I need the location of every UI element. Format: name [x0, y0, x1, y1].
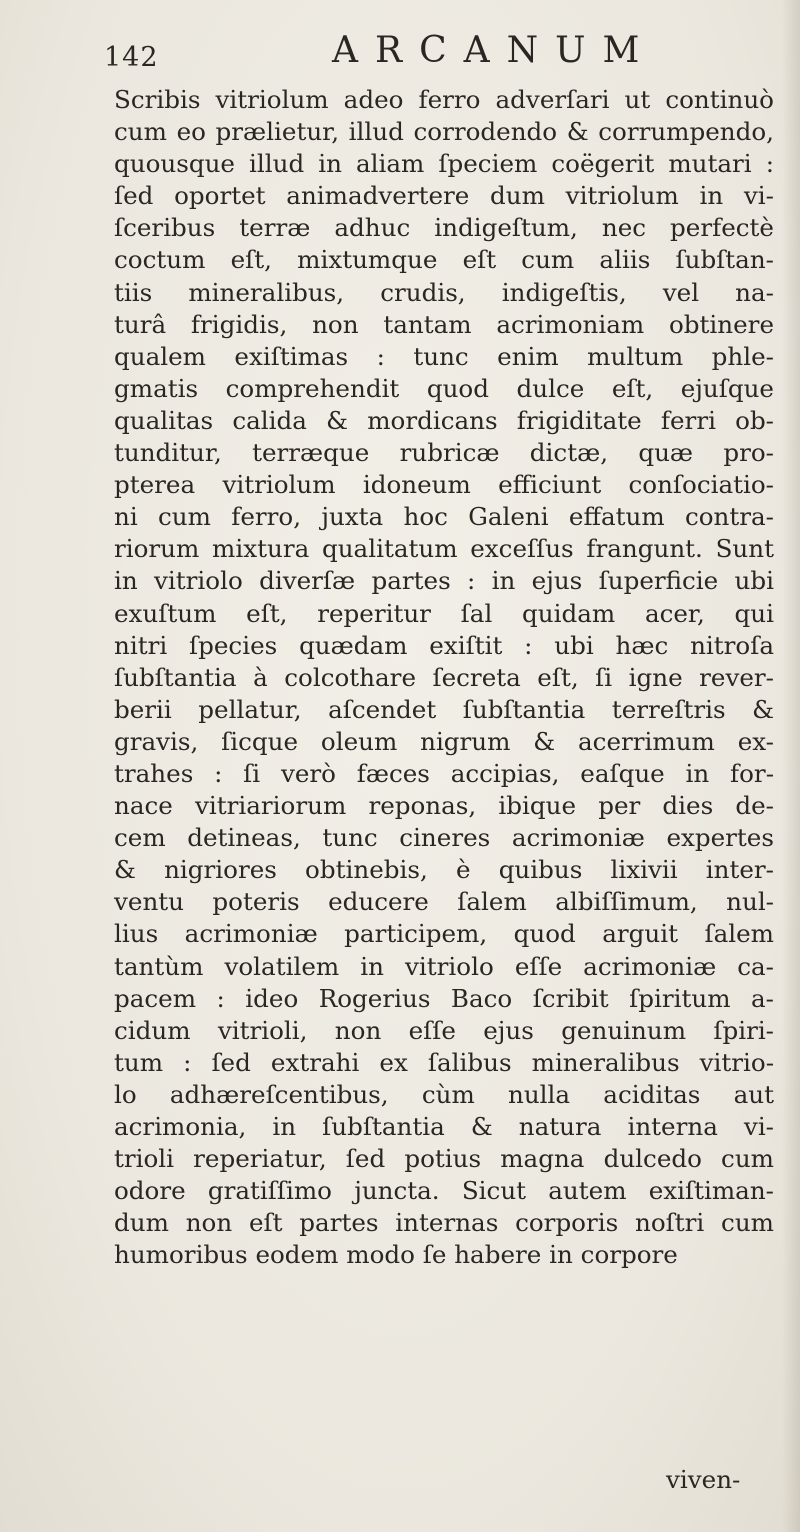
- text-line: lius acrimoniæ participem, quod arguit ſalem: [114, 919, 774, 949]
- text-line: berii pellatur, aſcendet ſubſtantia terreſtris &: [114, 694, 774, 724]
- text-line: Scribis vitriolum adeo ferro adverſari ut continuò: [114, 85, 774, 114]
- text-line: tunditur, terræque rubricæ dictæ, quæ pro-: [114, 438, 774, 468]
- text-line: qualem exiſtimas : tunc enim multum phle-: [114, 341, 774, 371]
- text-line: tum : ſed extrahi ex ſalibus mineralibus vitrio-: [114, 1047, 774, 1077]
- text-line: cem detineas, tunc cineres acrimoniæ expertes: [114, 823, 774, 853]
- text-line: cum eo prælietur, illud corrodendo & corrumpendo,: [114, 117, 774, 147]
- text-line: odore gratiſſimo juncta. Sicut autem exiſtiman-: [114, 1176, 774, 1206]
- text-line: nitri ſpecies quædam exiſtit : ubi hæc nitroſa: [114, 630, 774, 660]
- text-line: tantùm volatilem in vitriolo eſſe acrimoniæ ca-: [114, 951, 774, 981]
- text-line: nace vitriariorum reponas, ibique per dies de-: [114, 791, 774, 821]
- text-line: gravis, ſicque oleum nigrum & acerrimum ex-: [114, 726, 774, 756]
- text-line: ventu poteris educere ſalem albiſſimum, nul-: [114, 887, 774, 917]
- text-line: ſed oportet animadvertere dum vitriolum in vi-: [114, 181, 774, 211]
- text-line: ſubſtantia à colcothare ſecreta eſt, ſi igne rever-: [114, 662, 774, 692]
- text-line: tiis mineralibus, crudis, indigeſtis, vel na-: [114, 277, 774, 307]
- text-line: humoribus eodem modo ſe habere in corpore: [114, 1240, 678, 1270]
- text-line: coctum eſt, mixtumque eſt cum aliis ſubſtan-: [114, 245, 774, 275]
- text-line: turâ frigidis, non tantam acrimoniam obtinere: [114, 309, 774, 339]
- text-line: ſceribus terræ adhuc indigeſtum, nec perfectè: [114, 213, 774, 243]
- page-number: 142: [104, 42, 159, 73]
- text-line: lo adhæreſcentibus, cùm nulla aciditas aut: [114, 1079, 774, 1109]
- running-head: [104, 30, 764, 86]
- text-line: exuſtum eſt, reperitur ſal quidam acer, qui: [114, 598, 774, 628]
- catchword: viven-: [666, 1465, 741, 1494]
- text-line: trioli reperiatur, ſed potius magna dulcedo cum: [114, 1144, 774, 1174]
- text-line: pterea vitriolum idoneum efficiunt conſociatio-: [114, 470, 774, 500]
- text-line: pacem : ideo Rogerius Baco ſcribit ſpiritum a-: [114, 983, 774, 1013]
- page-edge-shadow: [782, 0, 800, 1532]
- text-line: cidum vitrioli, non eſſe ejus genuinum ſpiri-: [114, 1015, 774, 1045]
- body-text: [114, 84, 774, 1271]
- text-line: dum non eſt partes internas corporis noſtri cum: [114, 1208, 774, 1238]
- text-line: trahes : ſi verò fæces accipias, eaſque in for-: [114, 758, 774, 788]
- text-line: ni cum ferro, juxta hoc Galeni effatum contra-: [114, 502, 774, 532]
- text-line: & nigriores obtinebis, è quibus lixivii inter-: [114, 855, 774, 885]
- running-title: ARCANUM: [332, 30, 657, 71]
- text-line: quousque illud in aliam ſpeciem coëgerit mutari :: [114, 149, 774, 179]
- text-line: in vitriolo diverſæ partes : in ejus ſuperficie ubi: [114, 566, 774, 596]
- text-line: gmatis comprehendit quod dulce eſt, ejuſque: [114, 373, 774, 403]
- text-line: riorum mixtura qualitatum exceſſus frangunt. Sunt: [114, 534, 774, 564]
- text-line: acrimonia, in ſubſtantia & natura interna vi-: [114, 1112, 774, 1141]
- text-line: qualitas calida & mordicans frigiditate ferri ob-: [114, 405, 774, 435]
